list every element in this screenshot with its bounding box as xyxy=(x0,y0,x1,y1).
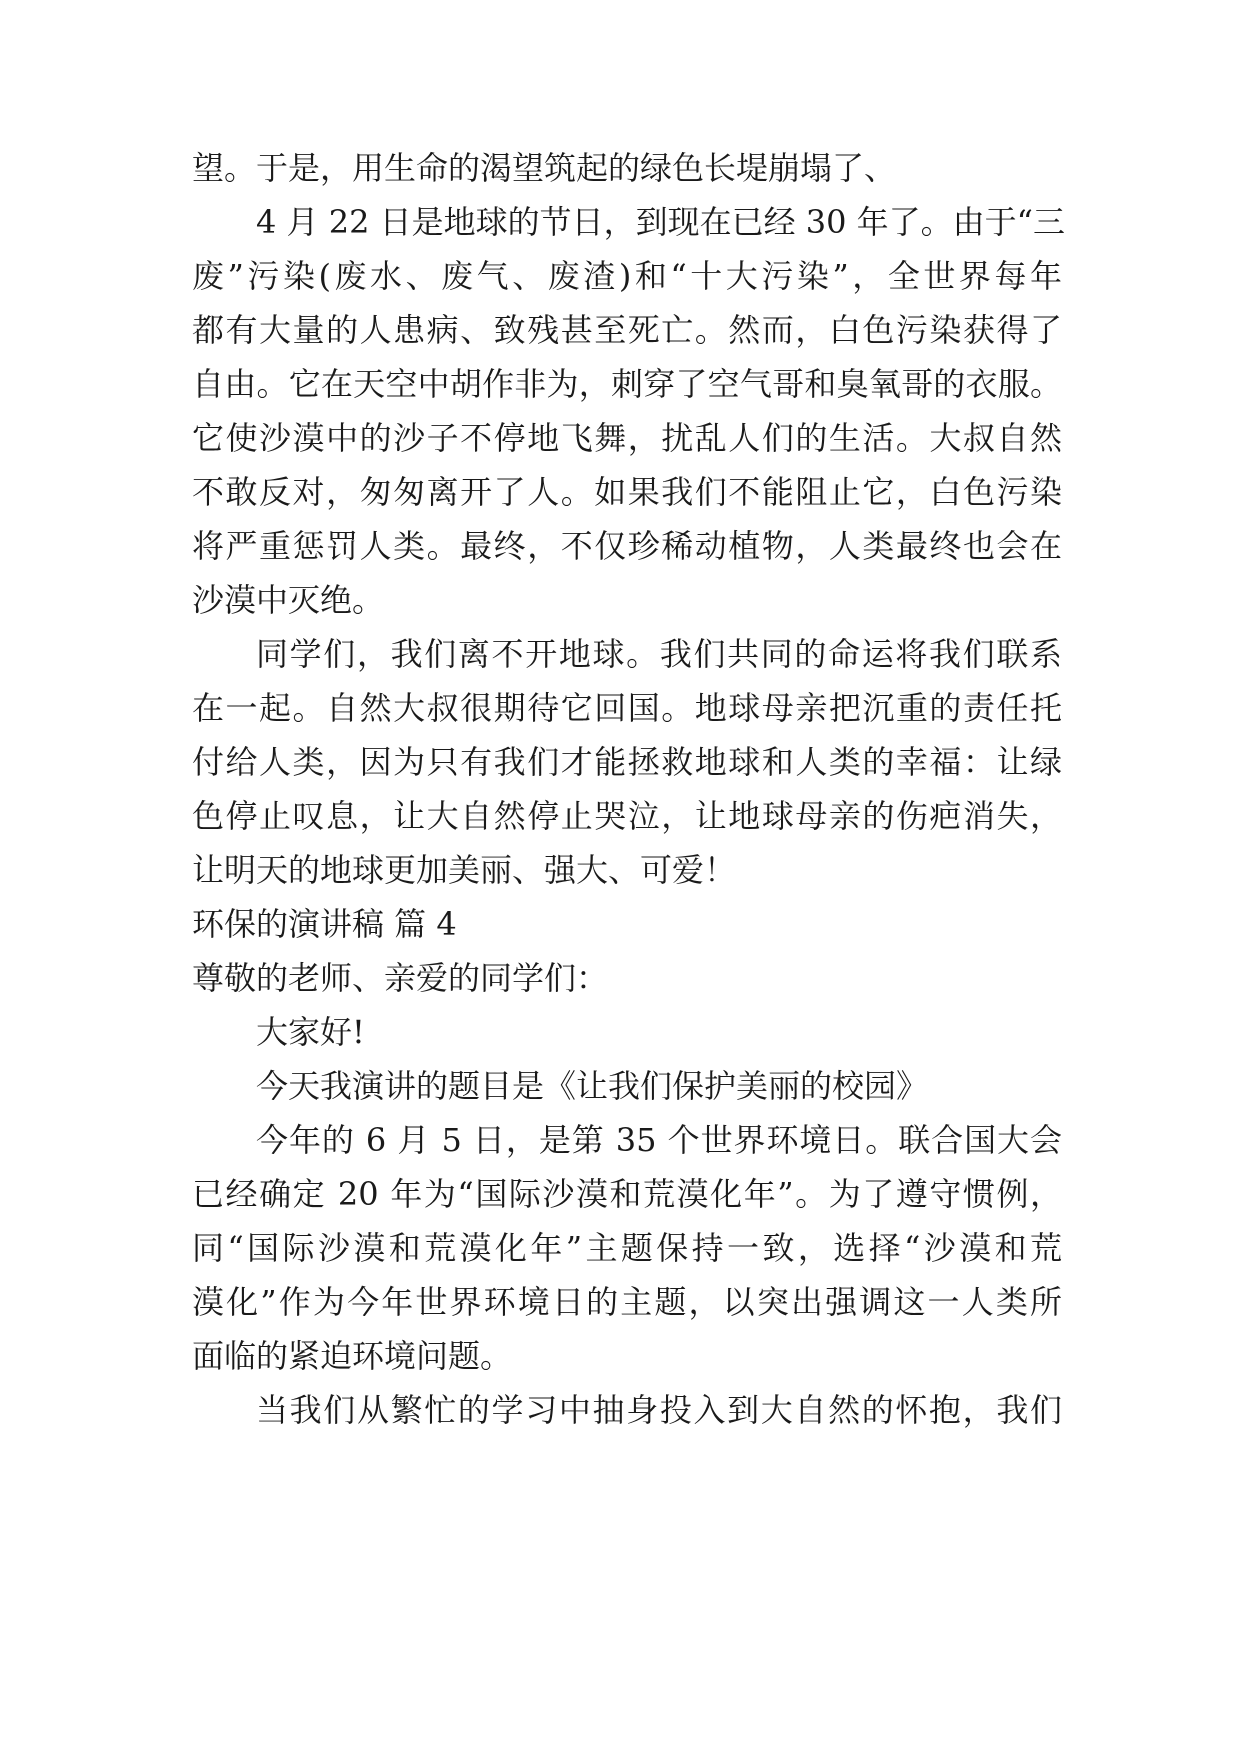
text-line: 不敢反对，匆匆离开了人。如果我们不能阻止它，白色污染 xyxy=(192,473,1062,511)
text-line: 沙漠中灭绝。 xyxy=(192,581,385,619)
greeting: 大家好! xyxy=(256,1013,365,1051)
paragraph-first-line: 同学们，我们离不开地球。我们共同的命运将我们联系 xyxy=(256,635,1062,673)
text-line: 同“国际沙漠和荒漠化年”主题保持一致，选择“沙漠和荒 xyxy=(192,1229,1062,1267)
paragraph-first-line: 4 月 22 日是地球的节日，到现在已经 30 年了。由于“三 xyxy=(256,203,1066,241)
text-line: 让明天的地球更加美丽、强大、可爱！ xyxy=(192,851,737,889)
text-line: 付给人类，因为只有我们才能拯救地球和人类的幸福：让绿 xyxy=(192,743,1062,781)
text-line: 将严重惩罚人类。最终，不仅珍稀动植物，人类最终也会在 xyxy=(192,527,1062,565)
text-line: 色停止叹息，让大自然停止哭泣，让地球母亲的伤疤消失， xyxy=(192,797,1062,835)
speech-title-line: 今天我演讲的题目是《让我们保护美丽的校园》 xyxy=(256,1067,929,1105)
salutation: 尊敬的老师、亲爱的同学们： xyxy=(192,959,609,997)
text-line: 废”污染(废水、废气、废渣)和“十大污染”，全世界每年 xyxy=(192,257,1062,295)
text-line: 面临的紧迫环境问题。 xyxy=(192,1337,513,1375)
text-line: 望。于是，用生命的渴望筑起的绿色长堤崩塌了、 xyxy=(192,149,897,187)
text-line: 在一起。自然大叔很期待它回国。地球母亲把沉重的责任托 xyxy=(192,689,1062,727)
text-line: 已经确定 20 年为“国际沙漠和荒漠化年”。为了遵守惯例， xyxy=(192,1175,1062,1213)
section-heading: 环保的演讲稿 篇 4 xyxy=(192,905,457,943)
text-line: 自由。它在天空中胡作非为，刺穿了空气哥和臭氧哥的衣服。 xyxy=(192,365,1062,403)
paragraph-first-line: 今年的 6 月 5 日，是第 35 个世界环境日。联合国大会 xyxy=(256,1121,1062,1159)
text-line: 都有大量的人患病、致残甚至死亡。然而，白色污染获得了 xyxy=(192,311,1062,349)
text-line: 漠化”作为今年世界环境日的主题，以突出强调这一人类所 xyxy=(192,1283,1062,1321)
paragraph-first-line: 当我们从繁忙的学习中抽身投入到大自然的怀抱，我们 xyxy=(256,1391,1062,1429)
text-line: 它使沙漠中的沙子不停地飞舞，扰乱人们的生活。大叔自然 xyxy=(192,419,1062,457)
